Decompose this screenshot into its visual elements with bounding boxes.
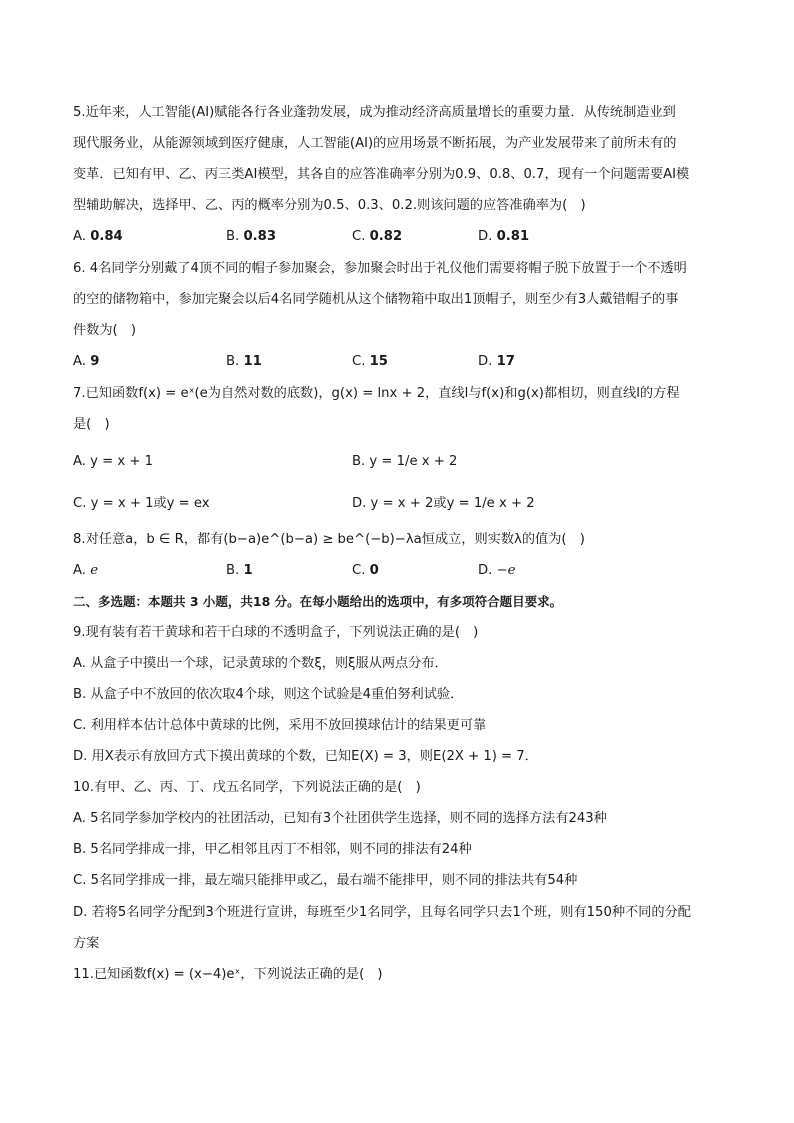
q10-option-b: B. 5名同学排成一排，甲乙相邻且丙丁不相邻，则不同的排法有24种 (73, 842, 472, 857)
q6-option-c: C. 15 (352, 354, 388, 369)
q8-option-b: B. 1 (226, 563, 253, 578)
q10-option-c: C. 5名同学排成一排，最左端只能排甲或乙，最右端不能排甲，则不同的排法共有54种 (73, 873, 578, 888)
q8-line-1: 8.对任意a，b ∈ R，都有(b−a)e^(b−a) ≥ be^(−b)−λa恒成立，则实数λ的值为( ) (73, 532, 585, 547)
q8-option-c: C. 0 (352, 563, 379, 578)
q7-option-b: B. y = 1/e x + 2 (352, 454, 458, 469)
q5-line-3: 变革．已知有甲、乙、丙三类AI模型，其各自的应答准确率分别为0.9、0.8、0.7，现有一个问题需要AI模 (73, 167, 690, 182)
q10-option-d-line-2: 方案 (73, 936, 100, 951)
q6-line-3: 件数为( ) (73, 323, 137, 338)
q5-option-b: B. 0.83 (226, 229, 276, 244)
q8-option-a: A. e (73, 563, 98, 578)
q7-option-c: C. y = x + 1或y = ex (73, 496, 210, 511)
q11-line-1: 11.已知函数f(x) = (x−4)eˣ，下列说法正确的是( ) (73, 967, 383, 982)
q5-option-c: C. 0.82 (352, 229, 403, 244)
q7-option-a: A. y = x + 1 (73, 454, 154, 469)
q7-line-1: 7.已知函数f(x) = eˣ(e为自然对数的底数)，g(x) = lnx + 2，直线l与f(x)和g(x)都相切，则直线l的方程 (73, 386, 680, 401)
q6-option-d: D. 17 (478, 354, 515, 369)
q5-line-2: 现代服务业，从能源领域到医疗健康，人工智能(AI)的应用场景不断拓展，为产业发展带来了前所未有的 (73, 136, 677, 151)
section-heading-multi-choice: 二、多选题：本题共 3 小题，共18 分。在每小题给出的选项中，有多项符合题目要求。 (73, 594, 563, 609)
q5-option-d: D. 0.81 (478, 229, 530, 244)
q7-option-d: D. y = x + 2或y = 1/e x + 2 (352, 496, 535, 511)
q7-line-2: 是( ) (73, 417, 110, 432)
q10-line-1: 10.有甲、乙、丙、丁、戊五名同学，下列说法正确的是( ) (73, 780, 421, 795)
q9-option-d: D. 用X表示有放回方式下摸出黄球的个数，已知E(X) = 3，则E(2X + 1) = 7． (73, 749, 538, 764)
q10-option-a: A. 5名同学参加学校内的社团活动，已知有3个社团供学生选择，则不同的选择方法有243种 (73, 811, 607, 826)
q9-option-b: B. 从盒子中不放回的依次取4个球，则这个试验是4重伯努利试验． (73, 687, 464, 702)
q10-option-d-line-1: D. 若将5名同学分配到3个班进行宣讲，每班至少1名同学，且每名同学只去1个班，则有150种不同的分配 (73, 905, 691, 920)
q5-line-1: 5.近年来，人工智能(AI)赋能各行各业蓬勃发展，成为推动经济高质量增长的重要力量．从传统制造业到 (73, 105, 676, 120)
q5-line-4: 型辅助解决，选择甲、乙、丙的概率分别为0.5、0.3、0.2.则该问题的应答准确率为( ) (73, 198, 586, 213)
q6-option-b: B. 11 (226, 354, 262, 369)
q6-option-a: A. 9 (73, 354, 100, 369)
q9-option-c: C. 利用样本估计总体中黄球的比例，采用不放回摸球估计的结果更可靠 (73, 718, 487, 733)
q9-line-1: 9.现有装有若干黄球和若干白球的不透明盒子，下列说法正确的是( ) (73, 625, 479, 640)
q5-option-a: A. 0.84 (73, 229, 123, 244)
q8-option-d: D. −e (478, 563, 516, 578)
q9-option-a: A. 从盒子中摸出一个球，记录黄球的个数ξ，则ξ服从两点分布． (73, 656, 448, 671)
q6-line-1: 6. 4名同学分别戴了4顶不同的帽子参加聚会，参加聚会时出于礼仪他们需要将帽子脱下放置于一个不透明 (73, 261, 687, 276)
q6-line-2: 的空的储物箱中，参加完聚会以后4名同学随机从这个储物箱中取出1顶帽子，则至少有3人戴错帽子的事 (73, 292, 679, 307)
